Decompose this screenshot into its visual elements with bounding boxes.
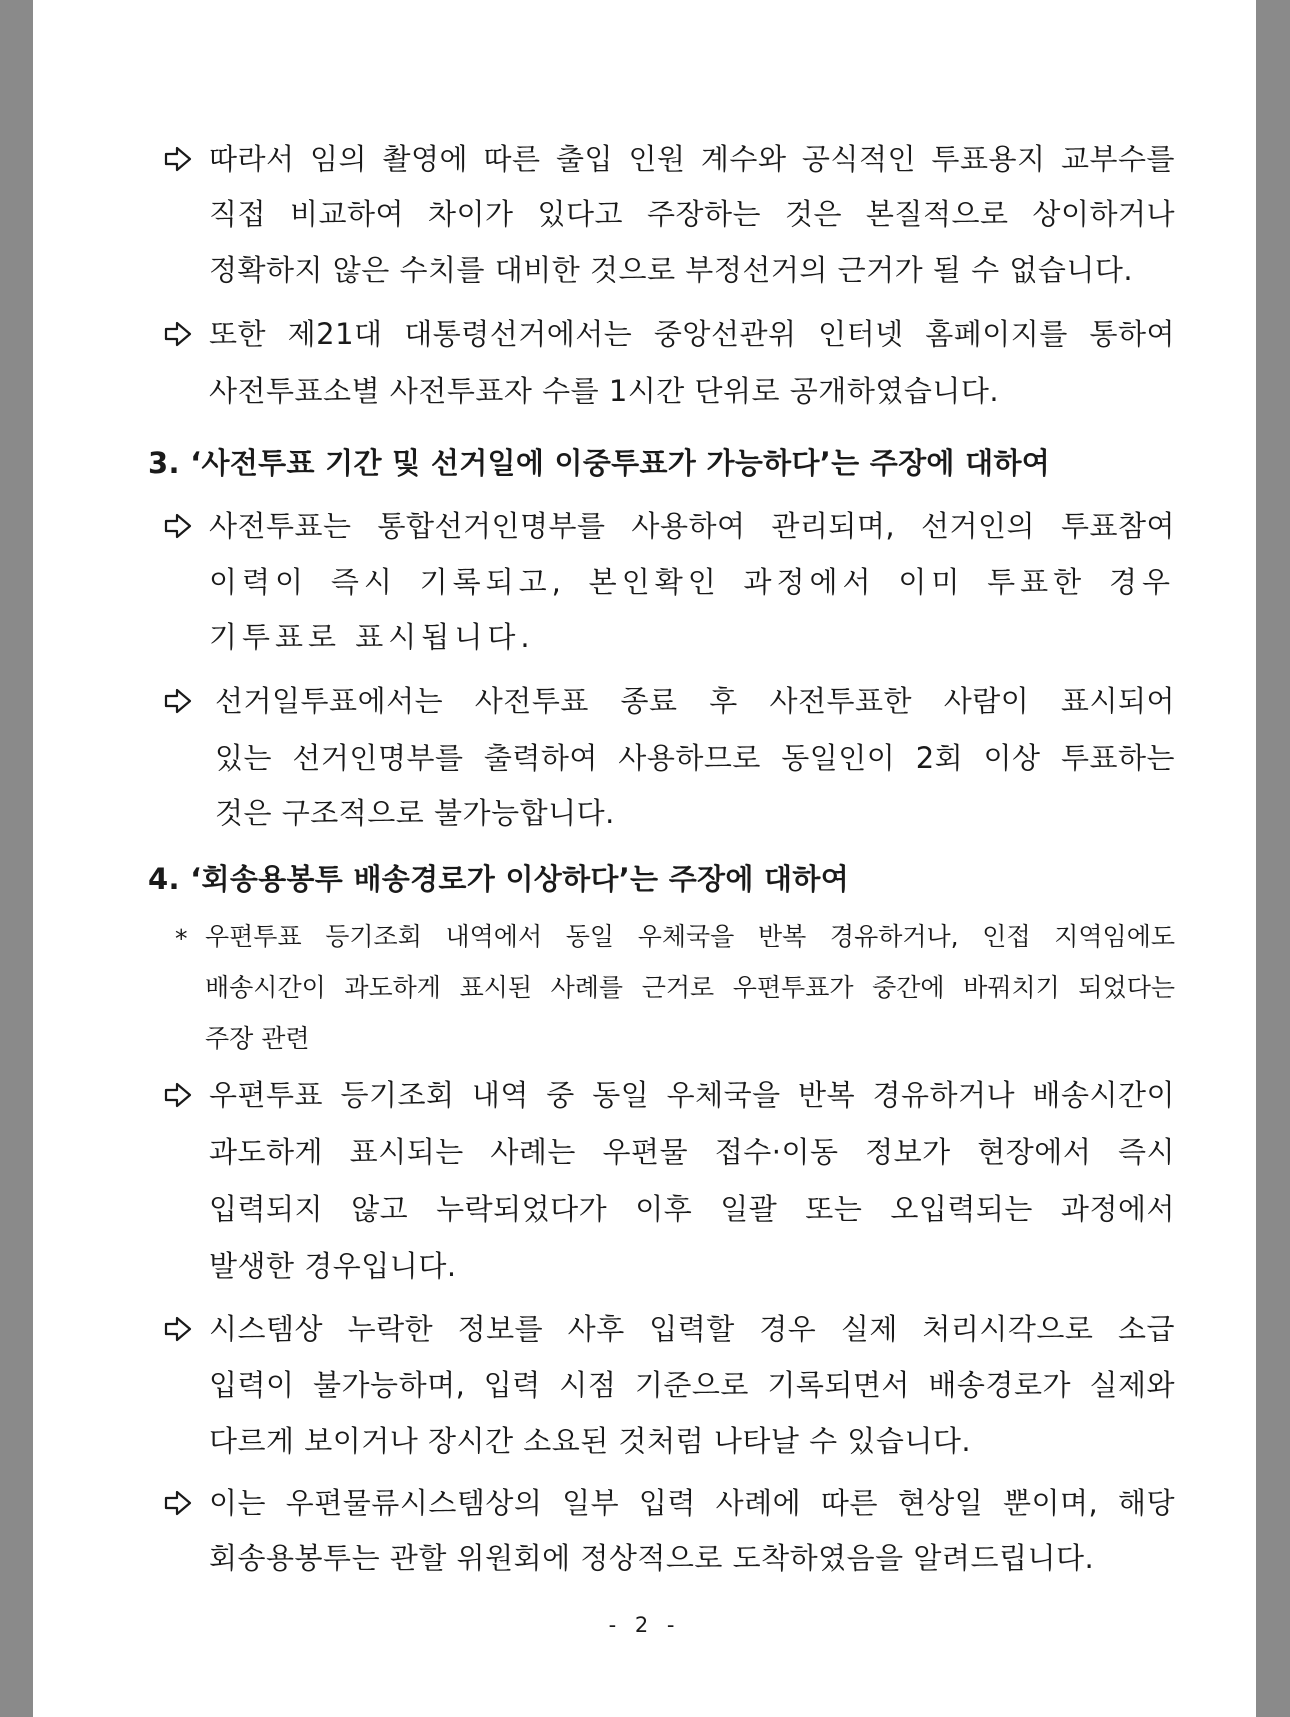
body-text: 또한 제21대 대통령선거에서는 중앙선관위 인터넷 홈페이지를 통하여 — [209, 317, 1175, 351]
arrow-bullet-icon — [163, 144, 193, 174]
note-text: 배송시간이 과도하게 표시된 사례를 근거로 우편투표가 중간에 바꿔치기 되었다는 — [205, 973, 1175, 1002]
body-text: 입력이 불가능하며, 입력 시점 기준으로 기록되면서 배송경로가 실제와 — [209, 1368, 1175, 1402]
body-text: 입력되지 않고 누락되었다가 이후 일괄 또는 오입력되는 과정에서 — [209, 1192, 1175, 1226]
body-text: 회송용봉투는 관할 위원회에 정상적으로 도착하였음을 알려드립니다. — [209, 1541, 1095, 1575]
arrow-bullet-icon — [163, 686, 193, 716]
body-text: 기투표로 표시됩니다. — [209, 620, 535, 654]
arrow-bullet-icon — [163, 1080, 193, 1110]
body-text: 사전투표소별 사전투표자 수를 1시간 단위로 공개하였습니다. — [209, 374, 1000, 408]
page-number: - 2 - — [608, 1613, 681, 1637]
body-text: 과도하게 표시되는 사례는 우편물 접수·이동 정보가 현장에서 즉시 — [209, 1135, 1175, 1169]
arrow-bullet-icon — [163, 1314, 193, 1344]
arrow-bullet-icon — [163, 319, 193, 349]
note-marker: * — [175, 924, 188, 953]
document-page — [33, 0, 1256, 1717]
body-text: 이력이 즉시 기록되고, 본인확인 과정에서 이미 투표한 경우 — [209, 565, 1175, 599]
body-text: 발생한 경우입니다. — [209, 1249, 457, 1283]
body-text: 이는 우편물류시스템상의 일부 입력 사례에 따른 현상일 뿐이며, 해당 — [209, 1486, 1175, 1520]
body-text: 정확하지 않은 수치를 대비한 것으로 부정선거의 근거가 될 수 없습니다. — [209, 253, 1134, 287]
body-text: 우편투표 등기조회 내역 중 동일 우체국을 반복 경유하거나 배송시간이 — [209, 1078, 1175, 1112]
body-text: 시스템상 누락한 정보를 사후 입력할 경우 실제 처리시각으로 소급 — [209, 1312, 1175, 1346]
section-heading: 3. ‘사전투표 기간 및 선거일에 이중투표가 가능하다’는 주장에 대하여 — [148, 446, 1051, 480]
body-text: 다르게 보이거나 장시간 소요된 것처럼 나타날 수 있습니다. — [209, 1424, 972, 1458]
body-text: 따라서 임의 촬영에 따른 출입 인원 계수와 공식적인 투표용지 교부수를 — [209, 142, 1175, 176]
body-text: 있는 선거인명부를 출력하여 사용하므로 동일인이 2회 이상 투표하는 — [215, 741, 1175, 775]
body-text: 것은 구조적으로 불가능합니다. — [215, 796, 615, 830]
body-text: 사전투표는 통합선거인명부를 사용하여 관리되며, 선거인의 투표참여 — [209, 509, 1175, 543]
note-text: 우편투표 등기조회 내역에서 동일 우체국을 반복 경유하거나, 인접 지역임에도 — [205, 922, 1175, 951]
section-heading: 4. ‘회송용봉투 배송경로가 이상하다’는 주장에 대하여 — [148, 862, 850, 896]
arrow-bullet-icon — [163, 511, 193, 541]
note-text: 주장 관련 — [205, 1024, 310, 1053]
arrow-bullet-icon — [163, 1488, 193, 1518]
body-text: 선거일투표에서는 사전투표 종료 후 사전투표한 사람이 표시되어 — [215, 684, 1175, 718]
body-text: 직접 비교하여 차이가 있다고 주장하는 것은 본질적으로 상이하거나 — [209, 197, 1175, 231]
